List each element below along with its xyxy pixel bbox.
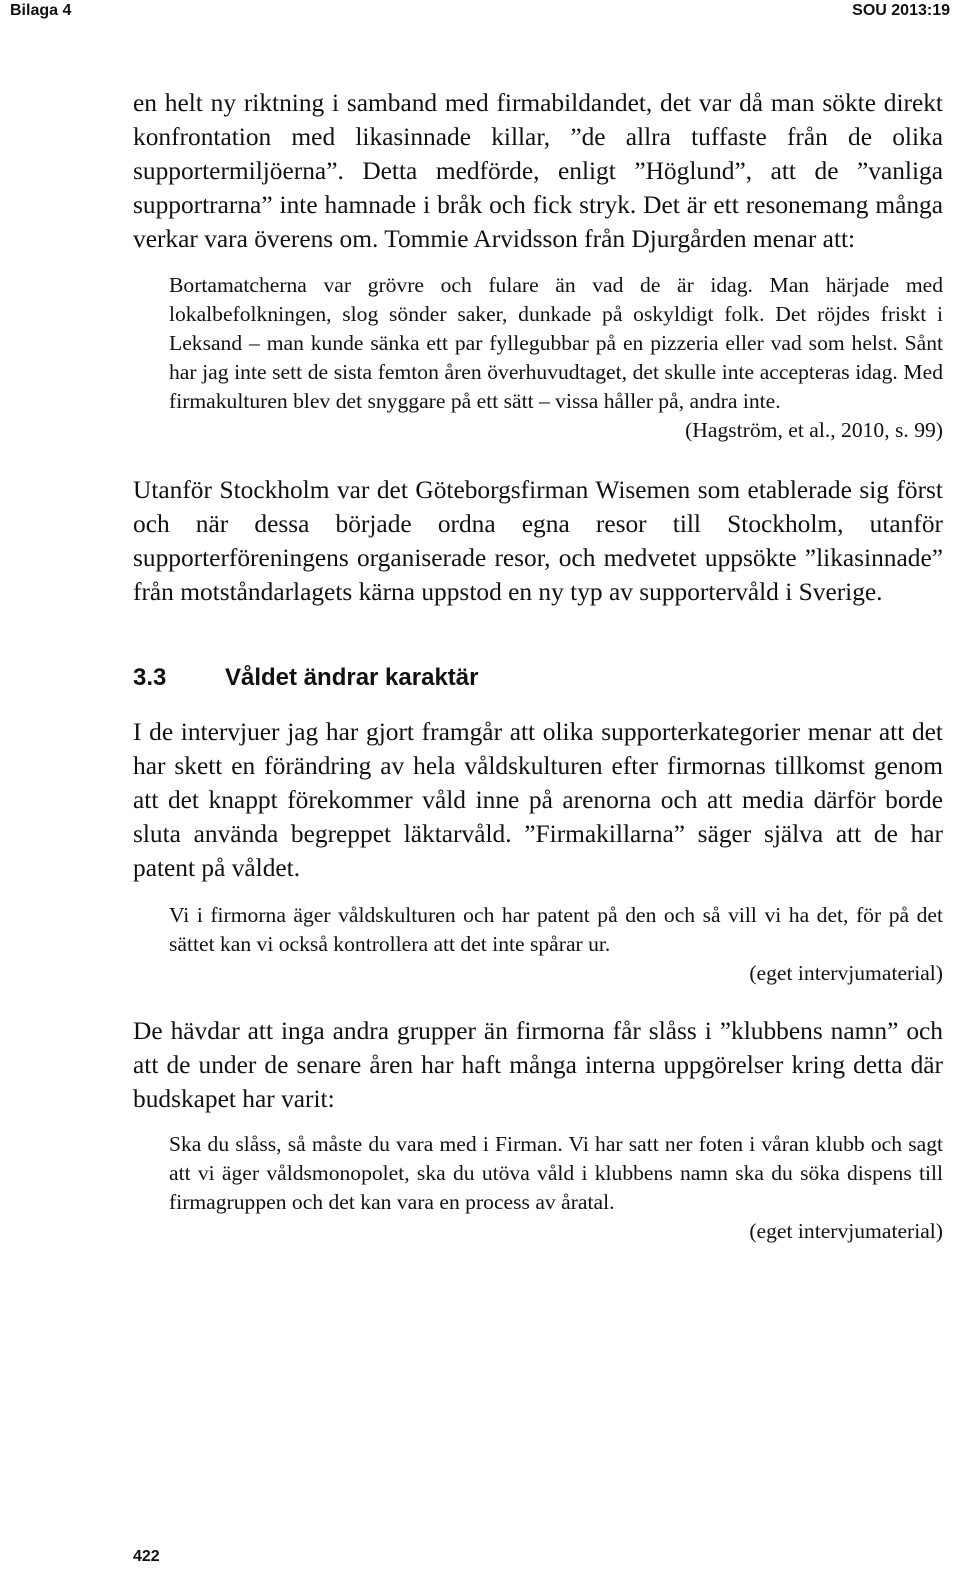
block-quote-3: Ska du slåss, så måste du vara med i Firman. Vi har satt ner foten i våran klubb och sagt att vi äger våldsmonopolet, ska du utöva våld i klubbens namn ska du söka dispens till firmagruppen och det kan vara en process av åratal. [169, 1132, 943, 1214]
body-paragraph-1: en helt ny riktning i samband med firmabildandet, det var då man sökte direkt konfrontation med likasinnade killar, ”de allra tuffaste från de olika supportermiljöerna”. Detta medförde, enligt ”Höglund”, att de ”vanliga supportrarna” inte hamnade i bråk och fick stryk. Det är ett resonemang många verkar vara överens om. Tommie Arvidsson från Djurgården menar att: [133, 89, 943, 253]
body-paragraph-3: I de intervjuer jag har gjort framgår att olika supporterkategorier menar att det har skett en förändring av hela våldskulturen efter firmornas tillkomst genom att det knappt förekommer våld inne på arenorna och att media därför borde sluta använda begreppet läktarvåld. ”Firmakillarna” säger själva att de har patent på våldet. [133, 718, 943, 882]
section-title: Våldet ändrar karaktär [225, 664, 479, 691]
body-paragraph-4: De hävdar att inga andra grupper än firmorna får slåss i ”klubbens namn” och att de under de senare åren har haft många interna uppgörelser kring detta där budskapet har varit: [133, 1017, 943, 1113]
body-paragraph-2: Utanför Stockholm var det Göteborgsfirman Wisemen som etablerade sig först och när dessa började ordna egna resor till Stockholm, utanför supporterföreningens organiserade resor, och medvetet uppsökte ”likasinnade” från motståndarlagets kärna uppstod en ny typ av supportervåld i Sverige. [133, 476, 943, 606]
section-number: 3.3 [133, 664, 167, 691]
page-header [0, 2, 960, 26]
page-number: 422 [133, 1548, 160, 1565]
block-quote-2: Vi i firmorna äger våldskulturen och har patent på den och så vill vi ha det, för på det sättet kan vi också kontrollera att det inte spårar ur. [169, 903, 943, 956]
quote-citation-3: (eget intervjumaterial) [749, 1219, 943, 1243]
block-quote-1: Bortamatcherna var grövre och fulare än vad de är idag. Man härjade med lokalbefolkningen, slog sönder saker, dunkade på oskyldigt folk. Det röjdes friskt i Leksand – man kunde sänka ett par fyllegubbar på en pizzeria eller vad som helst. Sånt har jag inte sett de sista femton åren överhuvudtaget, det skulle inte accepteras idag. Med firmakulturen blev det snyggare på ett sätt – vissa håller på, andra inte. [169, 273, 943, 413]
page-body [133, 86, 943, 1246]
appendix-label: Bilaga 4 [10, 2, 72, 19]
quote-citation-2: (eget intervjumaterial) [749, 961, 943, 985]
report-id: SOU 2013:19 [852, 2, 950, 19]
quote-citation-1: (Hagström, et al., 2010, s. 99) [685, 418, 943, 442]
section-heading [133, 661, 943, 695]
